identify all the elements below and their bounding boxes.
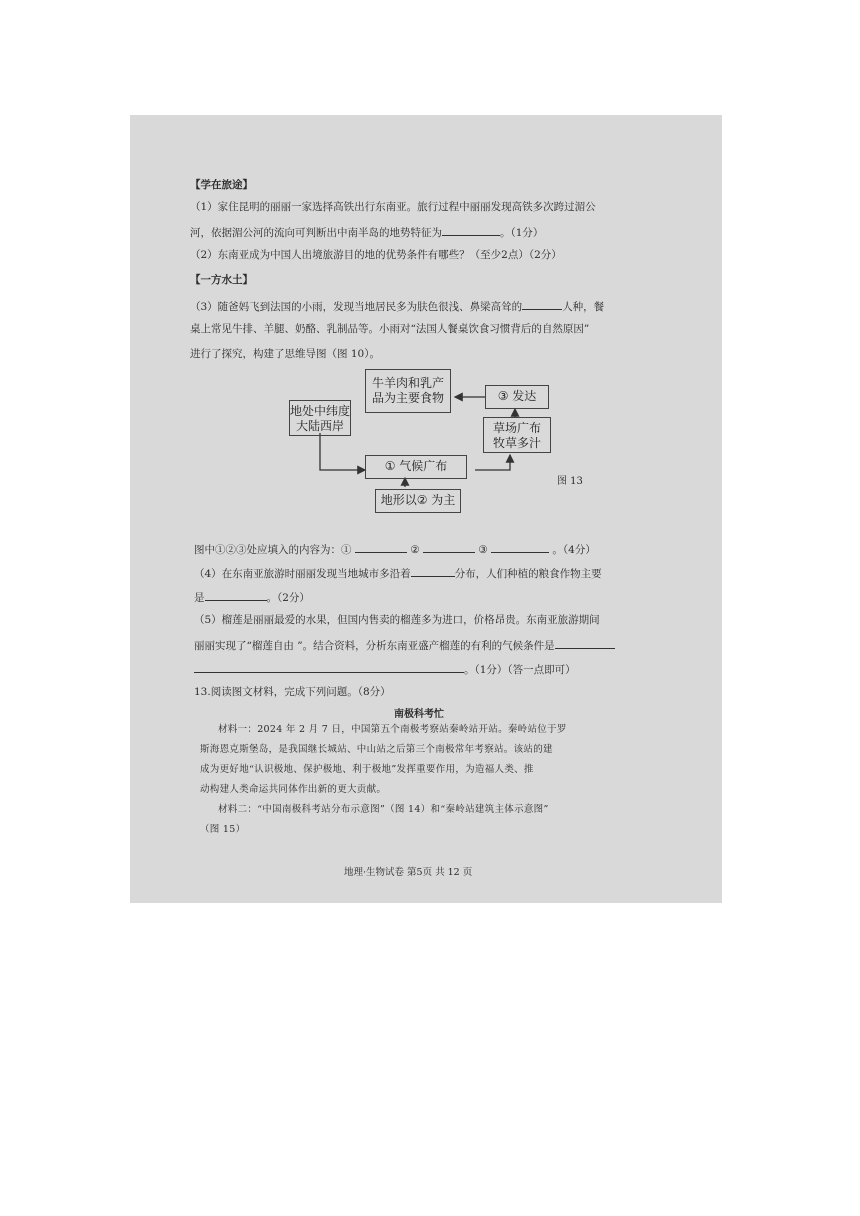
material-two: 材料二：“中国南极科考站分布示意图”（图 14）和“秦岭站建筑主体示意图” （图 15） bbox=[200, 804, 549, 835]
answer-blank[interactable] bbox=[442, 224, 500, 236]
question-5-line1: （5）榴莲是丽丽最爱的水果，但国内售卖的榴莲多为进口，价格昂贵。东南亚旅游期间 bbox=[194, 614, 600, 626]
box-blank-2-terrain[interactable]: 地形以② 为主 bbox=[375, 489, 461, 513]
question-13-intro: 13.阅读图文材料，完成下列问题。（8分） bbox=[194, 686, 391, 698]
answer-blank[interactable] bbox=[205, 589, 267, 601]
box-blank-3[interactable]: ③ 发达 bbox=[485, 385, 549, 409]
question-1-line1: （1）家住昆明的丽丽一家选择高铁出行东南亚。旅行过程中丽丽发现高铁多次跨过湄公 bbox=[190, 201, 596, 213]
page-footer: 地理·生物试卷 第5页 共 12 页 bbox=[344, 867, 473, 878]
arrow-location-to-climate bbox=[320, 433, 365, 470]
answer-blank[interactable] bbox=[522, 298, 562, 310]
answer-blank-2[interactable] bbox=[423, 541, 475, 553]
question-2: （2）东南亚成为中国人出境旅游目的地的优势条件有哪些？（至少2点）（2分） bbox=[190, 249, 562, 261]
question-4-line2: 是 。（2分） bbox=[194, 589, 310, 605]
material-title: 南极科考忙 bbox=[394, 709, 444, 720]
question-1-line2: 河，依据湄公河的流向可判断出中南半岛的地势特征为 。（1分） bbox=[190, 224, 543, 240]
question-5-line2: 丽丽实现了“榴莲自由 ”。结合资料，分析东南亚盛产榴莲的有利的气候条件是 bbox=[194, 637, 615, 653]
material-one: 材料一：2024 年 2 月 7 日，中国第五个南极考察站秦岭站开站。秦岭站位于罗 斯海恩克斯堡岛，是我国继长城站、中山站之后第三个南极常年考察站。该站的建 成为更好地“认识极地、保护极地、利于极地”发挥重要作用，为造福人类、推 动构建人类命运共同体作出新的更大贡献。 bbox=[200, 724, 567, 795]
question-3-line2: 桌上常见牛排、羊腿、奶酪、乳制品等。小雨对“法国人餐桌饮食习惯背后的自然原因” bbox=[190, 323, 590, 335]
section-heading-yifangshuitu: 【一方水土】 bbox=[190, 274, 253, 286]
arrow-climate-to-grass bbox=[475, 455, 510, 470]
box-grassland: 草场广布 牧草多汁 bbox=[483, 417, 551, 453]
question-3-line3: 进行了探究，构建了思维导图（图 10）。 bbox=[190, 348, 380, 360]
answer-blank-1[interactable] bbox=[355, 541, 407, 553]
fill-in-123-line: 图中①②③处应填入的内容为：① ② ③ 。（4分） bbox=[194, 541, 596, 557]
answer-blank-3[interactable] bbox=[491, 541, 549, 553]
figure-label: 图 13 bbox=[557, 476, 583, 487]
answer-blank[interactable] bbox=[411, 565, 455, 577]
answer-blank[interactable] bbox=[555, 637, 615, 649]
box-blank-1-climate[interactable]: ① 气候广布 bbox=[365, 455, 467, 479]
box-main-food: 牛羊肉和乳产 品为主要食物 bbox=[365, 369, 451, 413]
question-4-line1: （4）在东南亚旅游时丽丽发现当地城市多沿着 分布，人们种植的粮食作物主要 bbox=[194, 565, 602, 581]
answer-blank[interactable] bbox=[194, 661, 464, 673]
section-heading-xuezailvtu: 【学在旅途】 bbox=[190, 179, 253, 191]
question-5-line3: 。（1分）（答一点即可） bbox=[194, 661, 576, 677]
box-location: 地处中纬度 大陆西岸 bbox=[289, 400, 351, 436]
mind-map-diagram bbox=[285, 365, 585, 515]
question-3-line1: （3）随爸妈飞到法国的小雨，发现当地居民多为肤色很浅、鼻梁高耸的 人种，餐 bbox=[190, 298, 604, 314]
